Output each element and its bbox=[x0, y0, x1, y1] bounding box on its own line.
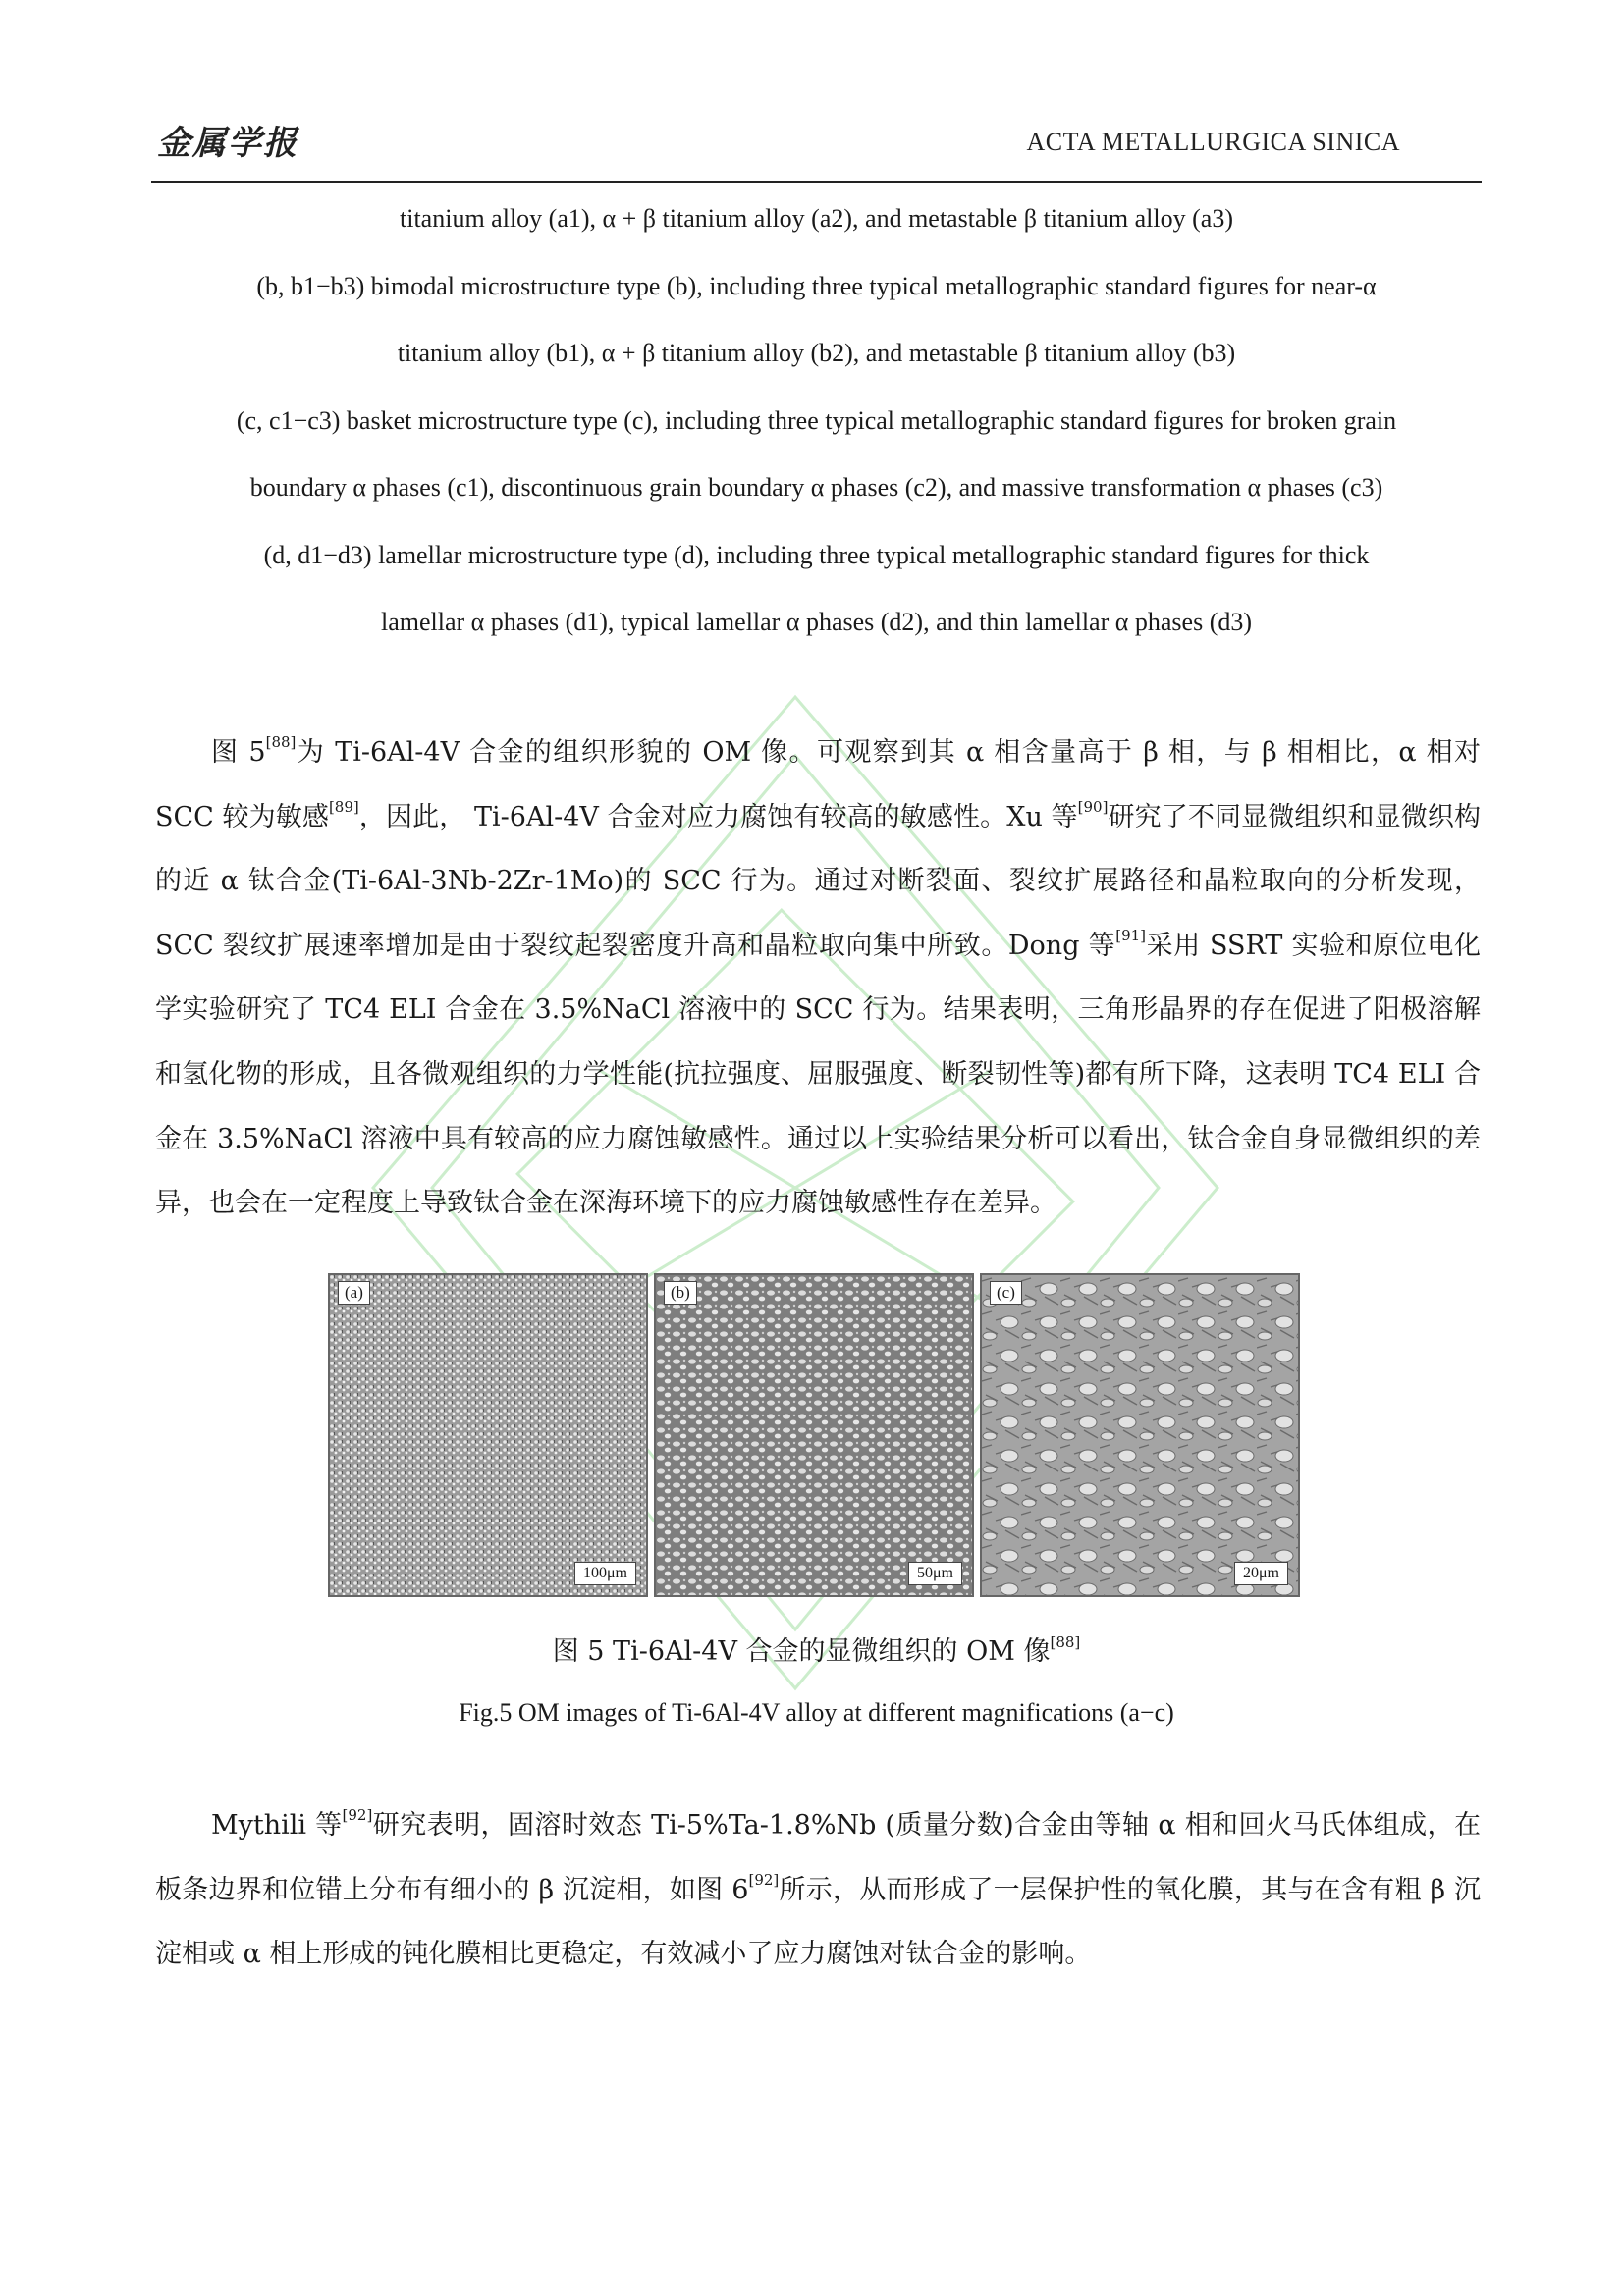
micrograph-panel-a bbox=[328, 1273, 648, 1597]
body-paragraph-2: Mythili 等[92]研究表明，固溶时效态 Ti-5%Ta-1.8%Nb (质量分数)合金由等轴 α 相和回火马氏体组成，在板条边界和位错上分布有细小的 β 沉淀相，如图 6[92]所示，从而形成了一层保护性的氧化膜，其与在含有粗 β 沉淀相或 α 相上形成的钝化膜相比更稳定，有效减小了应力腐蚀对钛合金的影响。 bbox=[155, 1806, 1481, 1970]
micrograph-image-c bbox=[982, 1275, 1300, 1595]
citation-ref: [89] bbox=[328, 797, 359, 816]
caption-line: titanium alloy (a1), α + β titanium alloy (a2), and metastable β titanium alloy (a3) bbox=[400, 204, 1233, 233]
caption-line: (b, b1−b3) bimodal microstructure type (b), including three typical metallographic standard figures for near-α bbox=[256, 271, 1377, 300]
caption-line: (c, c1−c3) basket microstructure type (c), including three typical metallographic standard figures for broken grain bbox=[236, 405, 1397, 435]
journal-logo: 金属学报 bbox=[157, 124, 298, 163]
caption-line: boundary α phases (c1), discontinuous grain boundary α phases (c2), and massive transformation α phases (c3) bbox=[249, 473, 1383, 502]
figure-caption-continuation bbox=[151, 194, 1482, 666]
body-paragraph-1: 图 5[88]为 Ti-6Al-4V 合金的组织形貌的 OM 像。可观察到其 α 相含量高于 β 相，与 β 相相比，α 相对 SCC 较为敏感[89]，因此， Ti-6Al-4V 合金对应力腐蚀有较高的敏感性。Xu 等[90]研究了不同显微组织和显微织构的近 α 钛合金(Ti-6Al-3Nb-2Zr-1Mo)的 SCC 行为。通过对断裂面、裂纹扩展路径和晶粒取向的分析发现， SCC 裂纹扩展速率增加是由于裂纹起裂密度升高和晶粒取向集中所致。Dong 等[91]采用 SSRT 实验和原位电化学实验研究了 TC4 ELI 合金在 3.5%NaCl 溶液中的 SCC 行为。结果表明，三角形晶界的存在促进了阳极溶解和氢化物的形成，且各微观组织的力学性能(抗拉强度、屈服强度、断裂韧性等)都有所下降，这表明 TC4 ELI 合金在 3.5%NaCl 溶液中具有较高的应力腐蚀敏感性。通过以上实验结果分析可以看出，钛合金自身显微组织的差异，也会在一定程度上导致钛合金在深海环境下的应力腐蚀敏感性存在差异。 bbox=[155, 733, 1481, 1219]
citation-ref: [92] bbox=[748, 1870, 780, 1889]
figure-caption-english: Fig.5 OM images of Ti-6Al-4V alloy at different magnifications (a−c) bbox=[459, 1698, 1174, 1727]
scale-bar: 100μm bbox=[574, 1562, 636, 1585]
panel-label: (b) bbox=[664, 1281, 697, 1305]
scale-bar: 50μm bbox=[908, 1562, 962, 1585]
micrograph-image-a bbox=[330, 1275, 648, 1595]
citation-ref: [91] bbox=[1115, 926, 1147, 944]
caption-line: titanium alloy (b1), α + β titanium alloy (b2), and metastable β titanium alloy (b3) bbox=[397, 339, 1236, 367]
panel-label: (c) bbox=[990, 1281, 1022, 1305]
journal-name: ACTA METALLURGICA SINICA bbox=[1026, 128, 1400, 156]
caption-line: (d, d1−d3) lamellar microstructure type (d), including three typical metallographic standard figures for thick bbox=[263, 540, 1370, 569]
figure-5 bbox=[328, 1273, 1300, 1597]
micrograph-panel-b bbox=[654, 1273, 974, 1597]
scale-bar: 20μm bbox=[1234, 1562, 1288, 1585]
header-rule bbox=[151, 181, 1482, 183]
citation-ref: [88] bbox=[1050, 1633, 1081, 1651]
caption-line: lamellar α phases (d1), typical lamellar α phases (d2), and thin lamellar α phases (d3) bbox=[380, 608, 1253, 636]
figure-caption-chinese: 图 5 Ti-6Al-4V 合金的显微组织的 OM 像[88] bbox=[552, 1633, 1081, 1667]
citation-ref: [88] bbox=[265, 733, 297, 751]
citation-ref: [90] bbox=[1077, 797, 1109, 816]
citation-ref: [92] bbox=[342, 1806, 373, 1824]
micrograph-image-b bbox=[656, 1275, 974, 1595]
panel-label: (a) bbox=[338, 1281, 370, 1305]
micrograph-panel-c bbox=[980, 1273, 1300, 1597]
